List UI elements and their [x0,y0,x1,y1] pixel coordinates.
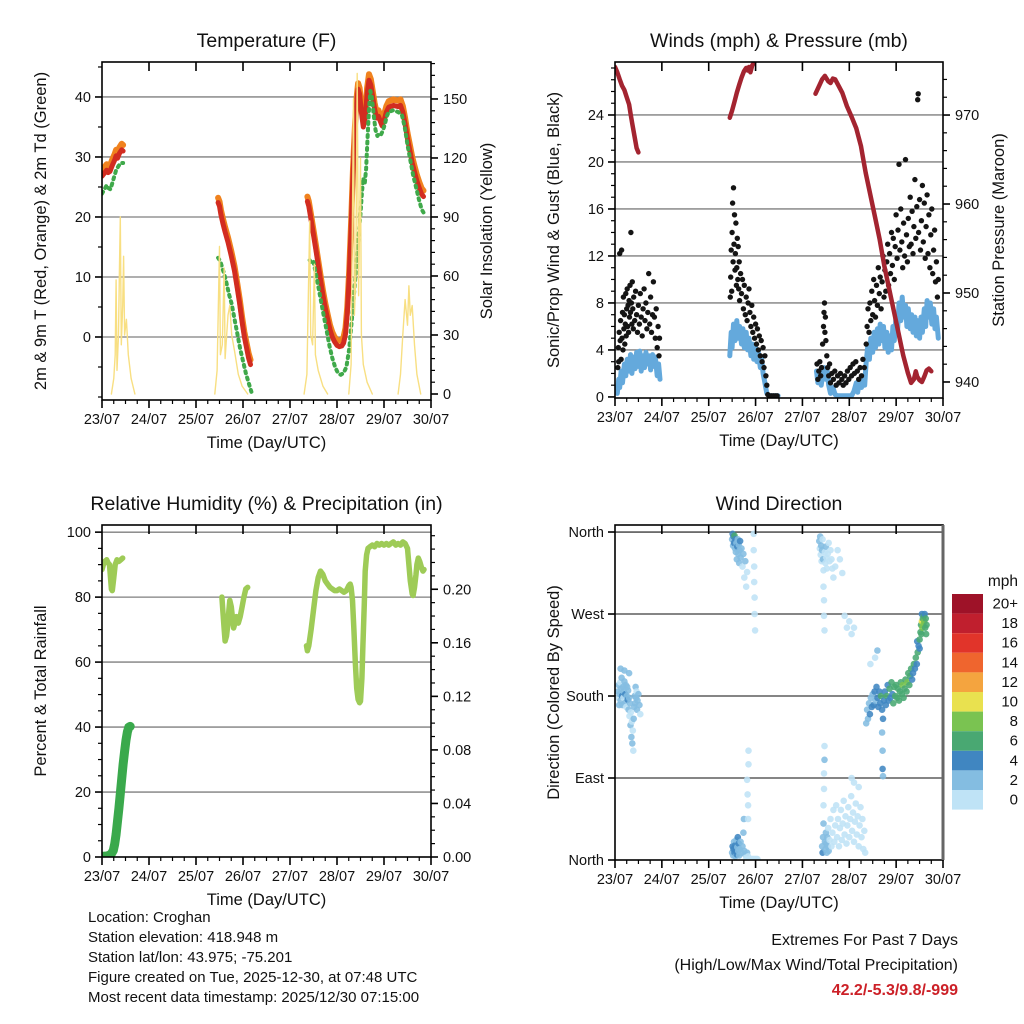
winds-pressure-series-sonic-wind-blue [617,297,938,396]
temperature-x-tick-label: 29/07 [365,412,403,428]
humidity-precip-y-tick-label: 100 [66,525,91,542]
humidity-precip-x-axis-label: Time (Day/UTC) [206,891,327,909]
humidity-precip-y-tick-label: 20 [74,785,91,802]
humidity-precip-gridlines [102,532,431,792]
winds-pressure-chart [545,30,1008,450]
colorbar-label: 10 [1001,693,1018,711]
humidity-precip-y-tick-label: 40 [74,720,91,737]
temperature-y-tick-label: 20 [74,209,91,226]
temperature-y-axis-right [431,64,496,403]
temperature-y-axis-left [32,67,102,397]
colorbar-swatch [952,712,983,732]
temperature-y-right-tick-label: 0 [443,387,452,404]
temperature-x-tick-label: 30/07 [412,412,450,428]
wind-direction-x-tick-label: 24/07 [643,872,681,888]
temperature-y-right-tick-label: 120 [443,150,468,167]
wind-direction-x-tick-label: 23/07 [596,872,634,888]
humidity-precip-chart [32,493,471,909]
colorbar-title: mph [987,573,1018,590]
humidity-precip-series-relative-humidity-green [102,542,424,703]
humidity-precip-x-tick-label: 30/07 [412,869,450,885]
winds-pressure-y-tick-label: 4 [595,342,604,359]
winds-pressure-y-tick-label: 12 [587,248,604,265]
temperature-x-axis-label: Time (Day/UTC) [206,434,327,452]
winds-pressure-x-tick-label: 28/07 [831,410,868,426]
temperature-y-right-tick-label: 60 [443,268,460,285]
colorbar-label: 16 [1001,634,1018,652]
colorbar-swatch [952,770,983,790]
humidity-precip-y-axis-right [431,536,471,866]
temperature-y-tick-label: 40 [74,89,91,106]
winds-pressure-x-tick-label: 30/07 [924,410,962,426]
temperature-series-2m-dewpoint-green [102,91,424,392]
humidity-precip-x-tick-label: 24/07 [130,869,168,885]
footer-line-timestamp: Most recent data timestamp: 2025/12/30 07:15:00 [88,989,420,1006]
wind-direction-y-tick-label: West [571,607,604,624]
wind-direction-y-tick-label: North [568,525,604,542]
winds-pressure-y-tick-label: 20 [587,154,604,171]
winds-pressure-y-right-tick-label: 940 [955,374,980,391]
colorbar-swatch [952,614,983,634]
winds-pressure-y-axis-right [943,79,1008,391]
humidity-precip-y-right-tick-label: 0.08 [443,742,472,759]
humidity-precip-y-axis-left [32,525,102,866]
footer-line-location: Location: Croghan [88,909,211,926]
colorbar-swatch [952,731,983,751]
humidity-precip-y-axis-left-label: Percent & Total Rainfall [32,605,50,777]
humidity-precip-x-axis [84,525,449,909]
colorbar-label: 14 [1001,654,1018,672]
winds-pressure-x-tick-label: 25/07 [690,410,727,426]
humidity-precip-x-tick-label: 29/07 [365,869,403,885]
wind-direction-y-tick-label: North [568,853,604,869]
humidity-precip-x-tick-label: 28/07 [318,869,356,885]
wind-direction-y-tick-label: East [574,771,604,788]
temperature-x-tick-label: 26/07 [224,412,262,428]
temperature-x-tick-label: 23/07 [83,412,121,428]
colorbar-label: 18 [1001,615,1018,633]
colorbar-label: 2 [1009,771,1018,789]
winds-pressure-x-tick-label: 23/07 [596,410,634,426]
temperature-series [102,73,424,394]
wind-direction-x-tick-label: 25/07 [690,872,727,888]
colorbar-swatch [952,633,983,653]
winds-pressure-x-tick-label: 24/07 [643,410,681,426]
humidity-precip-y-tick-label: 60 [74,655,91,672]
humidity-precip-y-tick-label: 80 [74,590,91,607]
extremes-title: Extremes For Past 7 Days [771,932,958,949]
colorbar-swatch [952,672,983,692]
temperature-x-tick-label: 25/07 [177,412,215,428]
humidity-precip-y-tick-label: 0 [82,850,91,866]
humidity-precip-y-right-tick-label: 0.16 [443,635,472,652]
footer-line-created: Figure created on Tue, 2025-12-30, at 07:48 UTC [88,969,418,986]
colorbar-label: 6 [1009,732,1018,750]
winds-pressure-y-axis-right-label: Station Pressure (Maroon) [990,133,1008,327]
wind-direction-chart [545,493,961,912]
colorbar-swatch [952,692,983,712]
footer-line-elevation: Station elevation: 418.948 m [88,929,279,946]
extremes-values: 42.2/-5.3/9.8/-999 [831,982,958,999]
colorbar-label: 12 [1001,673,1018,691]
temperature-y-right-tick-label: 30 [443,327,460,344]
colorbar-label: 0 [1009,791,1018,809]
temperature-y-axis-right-label: Solar Insolation (Yellow) [478,142,496,320]
wind-direction-x-tick-label: 26/07 [737,872,774,888]
humidity-precip-x-tick-label: 26/07 [224,869,262,885]
wind-direction-y-axis-left [545,525,615,869]
humidity-precip-frame [102,525,431,857]
temperature-y-tick-label: 30 [74,149,91,166]
humidity-precip-y-right-tick-label: 0.20 [443,582,472,599]
colorbar-label: 4 [1009,752,1018,770]
station-info-footer [88,908,419,1008]
temperature-y-tick-label: 0 [82,329,91,346]
winds-pressure-y-axis-left-label: Sonic/Prop Wind & Gust (Blue, Black) [545,91,563,369]
colorbar-swatch [952,790,983,810]
wind-direction-x-tick-label: 27/07 [784,872,821,888]
winds-pressure-title: Winds (mph) & Pressure (mb) [650,30,908,52]
colorbar-swatch [952,594,983,614]
colorbar-swatch [952,751,983,771]
temperature-y-right-tick-label: 150 [443,91,468,108]
wind-direction-x-tick-label: 28/07 [831,872,868,888]
winds-pressure-y-tick-label: 16 [587,201,604,218]
wind-speed-colorbar [952,573,1018,810]
humidity-precip-title: Relative Humidity (%) & Precipitation (in) [90,493,443,515]
temperature-title: Temperature (F) [196,30,337,52]
humidity-precip-x-tick-label: 25/07 [177,869,215,885]
temperature-chart [32,30,496,452]
wind-direction-x-axis-label: Time (Day/UTC) [719,894,839,912]
colorbar-label: 20+ [992,595,1018,613]
extremes-block [674,928,958,1003]
temperature-x-axis [83,62,452,452]
temperature-y-axis-left-label: 2m & 9m T (Red, Orange) & 2m Td (Green) [32,71,50,391]
winds-pressure-x-axis-label: Time (Day/UTC) [719,432,839,450]
wind-direction-x-axis [597,525,961,912]
humidity-precip-series [102,542,424,857]
humidity-precip-y-right-tick-label: 0.04 [443,796,472,813]
wind-direction-y-axis-left-label: Direction (Colored By Speed) [545,585,563,800]
winds-pressure-series [615,63,941,399]
footer-line-latlon: Station lat/lon: 43.975; -75.201 [88,949,293,966]
winds-pressure-x-tick-label: 27/07 [784,410,821,426]
winds-pressure-y-right-tick-label: 960 [955,197,980,214]
wind-direction-x-tick-label: 29/07 [877,872,915,888]
temperature-y-tick-label: 10 [74,269,91,286]
humidity-precip-x-tick-label: 27/07 [271,869,309,885]
humidity-precip-x-tick-label: 23/07 [83,869,121,885]
winds-pressure-y-axis-left [545,68,615,406]
wind-direction-gridlines [615,532,943,778]
colorbar-label: 8 [1009,713,1018,731]
winds-pressure-y-right-tick-label: 950 [955,286,980,302]
temperature-x-tick-label: 28/07 [318,412,356,428]
winds-pressure-y-tick-label: 0 [595,389,604,406]
temperature-x-tick-label: 27/07 [271,412,309,428]
colorbar-swatch [952,653,983,673]
wind-direction-y-tick-label: South [566,689,604,706]
winds-pressure-y-tick-label: 24 [587,107,604,124]
temperature-y-right-tick-label: 90 [443,209,460,226]
wind-direction-title: Wind Direction [715,493,843,515]
winds-pressure-y-tick-label: 8 [595,295,604,312]
humidity-precip-y-right-tick-label: 0.00 [443,850,472,866]
winds-pressure-y-right-tick-label: 970 [955,108,980,125]
winds-pressure-series-gust-black [615,91,941,398]
temperature-x-tick-label: 24/07 [130,412,168,428]
humidity-precip-y-right-tick-label: 0.12 [443,689,472,706]
winds-pressure-x-tick-label: 26/07 [737,410,774,426]
wind-direction-x-tick-label: 30/07 [924,872,962,888]
winds-pressure-x-tick-label: 29/07 [877,410,915,426]
extremes-subtitle: (High/Low/Max Wind/Total Precipitation) [674,957,958,974]
